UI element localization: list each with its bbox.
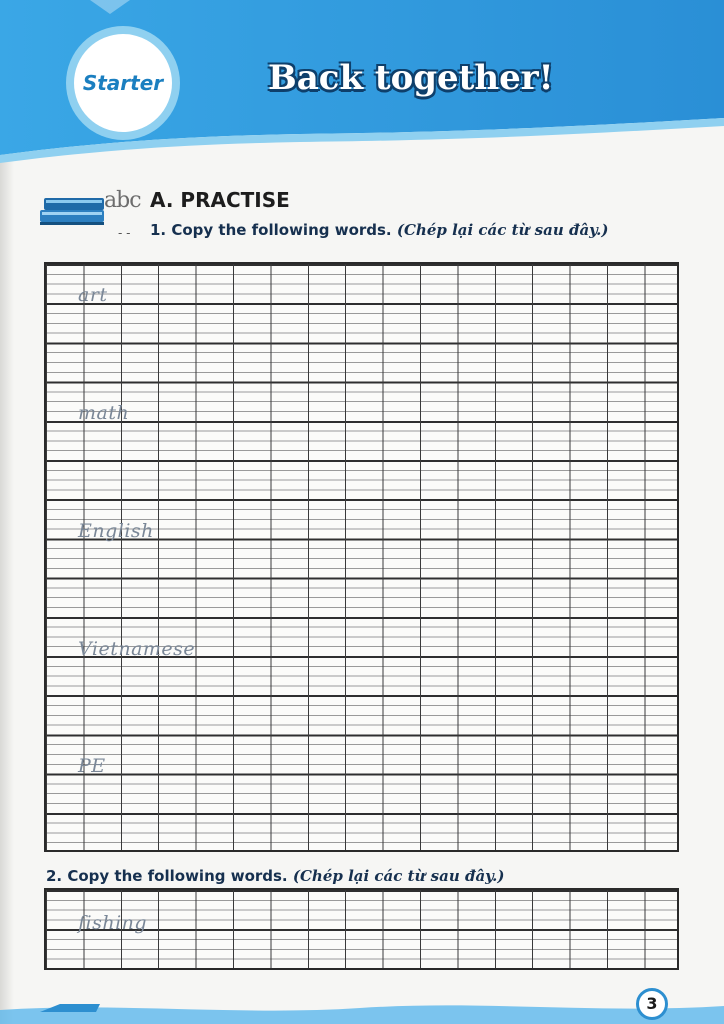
header-banner	[0, 0, 724, 170]
exercise-1-instruction	[150, 221, 609, 239]
starter-badge	[66, 26, 180, 140]
word-trace-fishing: fishing	[78, 912, 148, 934]
word-trace-pe: PE	[78, 755, 106, 777]
handwriting-grid-2[interactable]	[44, 888, 679, 970]
exercise-2-instruction-en: 2. Copy the following words.	[46, 867, 288, 885]
word-trace-vietnamese: Vietnamese	[78, 638, 196, 660]
handwriting-grid-1[interactable]	[44, 262, 679, 852]
word-trace-english: English	[78, 520, 154, 542]
word-trace-math: math	[78, 402, 130, 424]
abc-label: abc	[104, 188, 141, 213]
section-title: A. PRACTISE	[150, 188, 290, 212]
decorative-dashes: - -	[118, 226, 131, 240]
word-trace-art: art	[78, 284, 108, 306]
exercise-2-instruction-vi: (Chép lại các từ sau đây.)	[292, 867, 505, 885]
page-number: 3	[636, 988, 668, 1020]
page-title: Back together!	[268, 58, 554, 98]
exercise-1-instruction-vi: (Chép lại các từ sau đây.)	[396, 221, 609, 239]
exercise-2-instruction	[46, 867, 505, 885]
footer-wave	[0, 998, 724, 1024]
starter-badge-label: Starter	[82, 71, 164, 95]
books-icon	[38, 188, 114, 234]
exercise-1-instruction-en: 1. Copy the following words.	[150, 221, 392, 239]
